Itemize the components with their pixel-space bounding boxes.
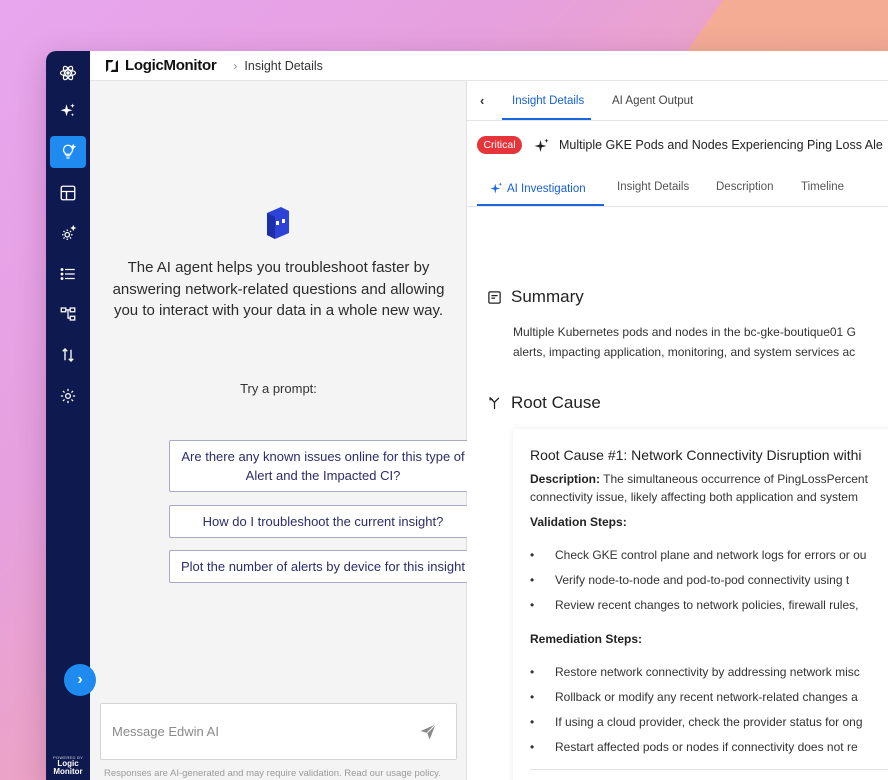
summary-heading-label: Summary xyxy=(511,287,584,306)
breadcrumb[interactable]: Insight Details xyxy=(244,58,323,73)
list-item: • If using a cloud provider, check the provider status for ong xyxy=(530,715,863,729)
tab-ai-agent-output[interactable]: AI Agent Output xyxy=(612,95,694,107)
description-text: connectivity issue, likely affecting both application and system xyxy=(530,490,858,504)
message-input[interactable] xyxy=(100,703,457,760)
summary-line: Multiple Kubernetes pods and nodes in the bc-gke-boutique01 G xyxy=(513,325,856,339)
try-prompt-label: Try a prompt: xyxy=(240,381,317,396)
list-icon[interactable] xyxy=(50,258,86,290)
list-item: • Verify node-to-node and pod-to-pod connectivity using t xyxy=(530,573,850,587)
list-item: • Review recent changes to network policies, firewall rules, xyxy=(530,598,859,612)
tab-insight-details[interactable]: Insight Details xyxy=(512,95,585,107)
top-tab-bar xyxy=(467,81,888,121)
settings-sparkle-icon[interactable] xyxy=(50,218,86,250)
lightbulb-icon[interactable] xyxy=(50,136,86,168)
severity-badge: Critical xyxy=(477,136,522,154)
tab-description[interactable]: Description xyxy=(716,181,774,193)
root-cause-description xyxy=(530,470,868,506)
dashboard-icon[interactable] xyxy=(50,177,86,209)
document-icon xyxy=(487,290,502,305)
logo-mark-icon xyxy=(103,57,121,75)
insight-title: Multiple GKE Pods and Nodes Experiencing Ping Loss Ale xyxy=(559,138,883,152)
description-label: Description: xyxy=(530,472,601,486)
insight-details-panel xyxy=(467,81,888,780)
expand-rail-button[interactable]: › xyxy=(64,664,96,696)
active-subtab-indicator xyxy=(477,204,604,206)
tab-insight-details-sub[interactable]: Insight Details xyxy=(617,181,690,193)
suggested-prompt[interactable]: How do I troubleshoot the current insight? xyxy=(169,505,477,538)
active-tab-indicator xyxy=(502,118,591,120)
list-item-text: Restore network connectivity by addressing network misc xyxy=(555,665,860,679)
powered-brand-line1: Logic xyxy=(57,759,79,768)
atom-icon[interactable] xyxy=(50,57,86,89)
powered-by-logo xyxy=(46,755,90,776)
sub-tab-bar xyxy=(467,171,888,207)
suggested-prompt[interactable]: Are there any known issues online for this type of Alert and the Impacted CI? xyxy=(169,440,477,492)
list-item-text: Check GKE control plane and network logs for errors or ou xyxy=(555,548,867,562)
list-item-text: Review recent changes to network policies, firewall rules, xyxy=(555,598,859,612)
list-item: • Restart affected pods or nodes if connectivity does not re xyxy=(530,740,858,754)
summary-text xyxy=(513,323,888,362)
sparkle-icon xyxy=(489,181,504,196)
suggested-prompt[interactable]: Plot the number of alerts by device for this insight xyxy=(169,550,477,583)
root-cause-heading xyxy=(487,393,601,413)
ai-disclaimer: Responses are AI-generated and may require validation. Read our usage policy. xyxy=(104,768,441,779)
root-cause-heading-label: Root Cause xyxy=(511,393,601,412)
list-item: • Check GKE control plane and network logs for errors or ou xyxy=(530,548,867,562)
sort-icon[interactable] xyxy=(50,339,86,371)
powered-by-label: POWERED BY xyxy=(52,755,84,760)
edwin-ai-logo-icon xyxy=(261,205,295,243)
topology-icon[interactable] xyxy=(50,298,86,330)
brand-name: LogicMonitor xyxy=(125,57,217,74)
root-cause-card xyxy=(513,429,888,780)
list-item-text: Verify node-to-node and pod-to-pod connectivity using t xyxy=(555,573,850,587)
divider xyxy=(530,769,888,770)
chevron-right-icon: › xyxy=(233,58,238,73)
chat-intro-text: The AI agent helps you troubleshoot faster by answering network-related questions and allowing you to interact with your data in a whole new way. xyxy=(112,259,445,319)
message-input-placeholder: Message Edwin AI xyxy=(112,724,219,739)
gear-icon[interactable] xyxy=(50,380,86,412)
remediation-steps-label: Remediation Steps: xyxy=(530,632,643,646)
list-item: • Restore network connectivity by addressing network misc xyxy=(530,665,860,679)
summary-line: alerts, impacting application, monitoring, and system services ac xyxy=(513,344,856,359)
validation-steps-label: Validation Steps: xyxy=(530,515,627,529)
summary-heading xyxy=(487,287,584,307)
list-item-text: Rollback or modify any recent network-related changes a xyxy=(555,690,858,704)
tab-timeline[interactable]: Timeline xyxy=(801,181,845,193)
tab-ai-investigation-label: AI Investigation xyxy=(507,182,586,195)
chevron-left-icon[interactable]: ‹ xyxy=(480,93,485,108)
powered-brand-line2: Monitor xyxy=(53,767,83,776)
tab-ai-investigation[interactable] xyxy=(489,181,586,196)
list-item-text: Restart affected pods or nodes if connectivity does not re xyxy=(555,740,858,754)
logicmonitor-logo[interactable] xyxy=(103,57,216,75)
sparkle-icon[interactable] xyxy=(50,95,86,127)
root-cause-title: Root Cause #1: Network Connectivity Disruption withi xyxy=(530,447,862,463)
chat-panel xyxy=(90,81,467,780)
app-window xyxy=(46,51,888,780)
merge-icon xyxy=(487,396,502,411)
send-icon[interactable] xyxy=(418,722,438,742)
sparkle-icon xyxy=(533,137,551,155)
list-item-text: If using a cloud provider, check the provider status for ong xyxy=(555,715,863,729)
top-bar xyxy=(90,51,888,81)
list-item: • Rollback or modify any recent network-related changes a xyxy=(530,690,858,704)
description-text: The simultaneous occurrence of PingLossPercent xyxy=(600,472,868,486)
